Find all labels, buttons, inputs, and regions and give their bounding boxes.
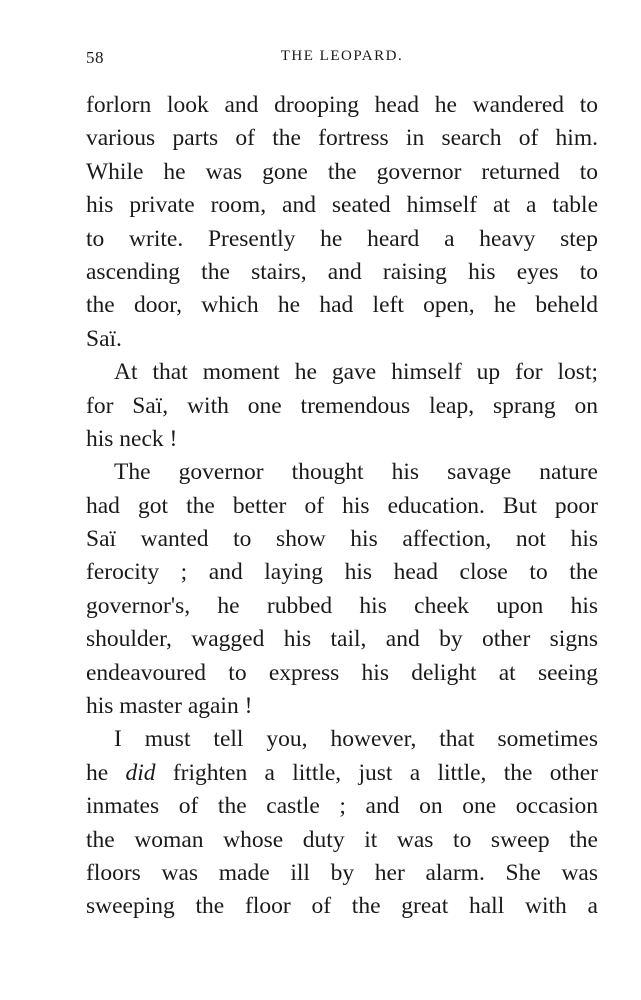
text-line: various parts of the fortress in search of him.: [86, 125, 598, 152]
text-line: shoulder, wagged his tail, and by other signs: [86, 626, 598, 653]
emphasis-text: did: [125, 759, 156, 786]
text-line: ferocity ; and laying his head close to the: [86, 559, 598, 586]
text-line: While he was gone the governor returned to: [86, 158, 598, 185]
text-line: ascending the stairs, and raising his eyes to: [86, 258, 598, 285]
running-head: [86, 48, 598, 72]
running-title: THE LEOPARD.: [280, 48, 404, 64]
text-line: to write. Presently he heard a heavy step: [86, 225, 598, 252]
text-line: the door, which he had left open, he beheld: [86, 292, 598, 319]
text-line: I must tell you, however, that sometimes: [114, 726, 598, 753]
text-line: Saï.: [86, 325, 122, 352]
text-line: sweeping the floor of the great hall with a: [86, 893, 598, 920]
text-line: for Saï, with one tremendous leap, sprang on: [86, 392, 598, 419]
text-line: his neck !: [86, 425, 178, 452]
text-line: inmates of the castle ; and on one occasion: [86, 793, 598, 820]
text-line: had got the better of his education. But poor: [86, 492, 598, 519]
body-text: [86, 89, 598, 924]
page-number: 58: [86, 48, 104, 67]
text-line: forlorn look and drooping head he wandered to: [86, 92, 598, 118]
text-fragment: he: [86, 759, 126, 786]
text-line: At that moment he gave himself up for lost;: [114, 359, 598, 386]
text-line: [86, 757, 598, 790]
text-line: endeavoured to express his delight at seeing: [86, 659, 598, 686]
text-fragment: frighten a little, just a little, the other: [155, 759, 598, 786]
text-line: floors was made ill by her alarm. She was: [86, 859, 598, 886]
text-line: The governor thought his savage nature: [114, 459, 598, 486]
text-line: Saï wanted to show his affection, not his: [86, 526, 598, 553]
text-line: the woman whose duty it was to sweep the: [86, 826, 598, 853]
text-line: his private room, and seated himself at a table: [86, 192, 598, 219]
text-line: governor's, he rubbed his cheek upon his: [86, 592, 598, 619]
text-line: his master again !: [86, 693, 253, 720]
